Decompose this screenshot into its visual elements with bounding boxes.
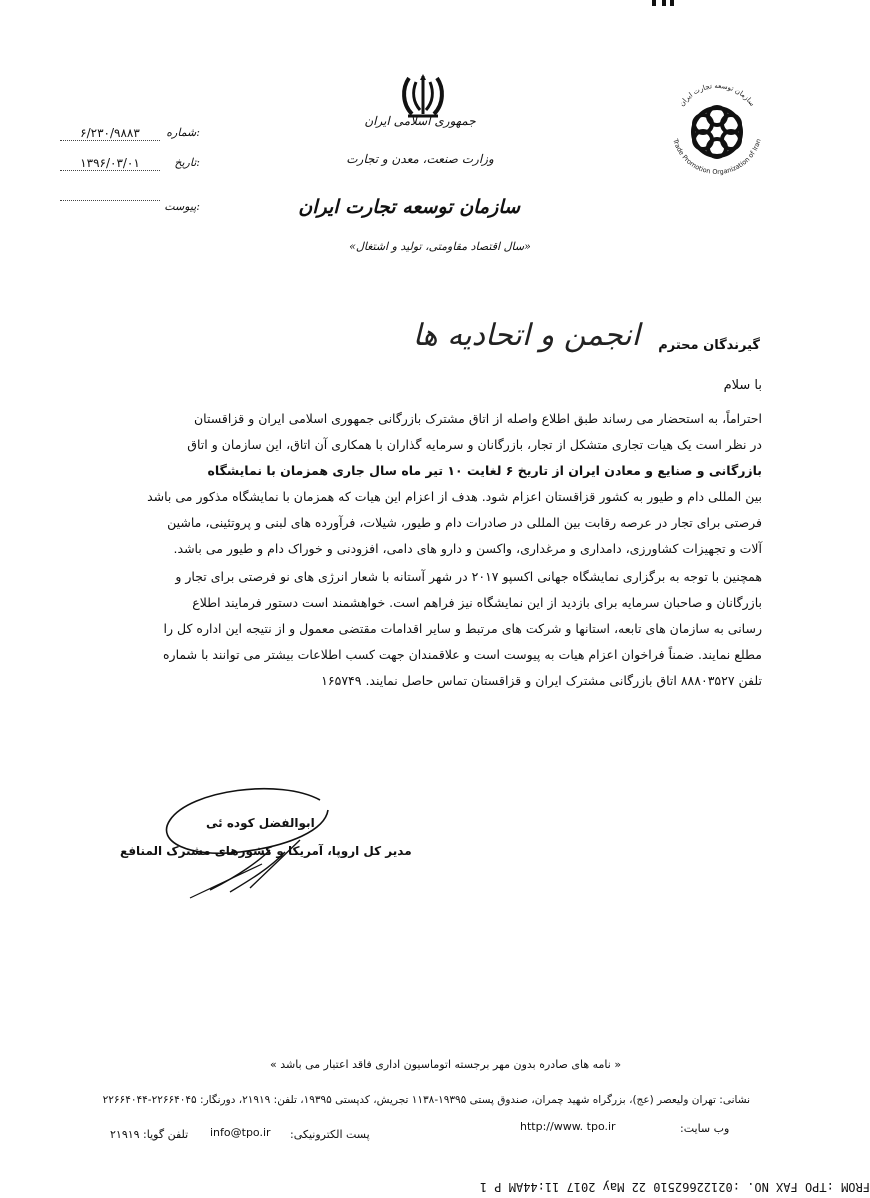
body-line: تلفن ۸۸۸۰۳۵۲۷ اتاق بازرگانی مشترک ایران و قزاقستان تماس حاصل نمایند. ۱۶۵۷۴۹ [321,673,762,688]
footer-address: نشانی: تهران ولیعصر (عج)، بزرگراه شهید چمران، صندوق پستی ۱۹۳۹۵-۱۱۳۸ تجریش، کدپستی ۱۹۳۹۵، تلفن: ۲۱۹۱۹، دورنگار: ۲۲۶۶۴۰۴۵-۲۲۶۶۴۰۴۴ [102,1094,750,1106]
footer-email-label: پست الکترونیکی: [290,1128,370,1141]
body-line: بازرگانان و صاحبان سرمایه برای بازدید از این نمایشگاه نیز فراهم است. خواهشمند است دستور فرمایند اطلاع [192,595,762,610]
organization-title: سازمان توسعه تجارت ایران [298,196,520,218]
recipient-label: گیرندگان محترم [658,338,760,353]
footer-website-label: وب سایت: [680,1122,730,1135]
body-line: بین المللی دام و طیور به کشور قزاقستان اعزام شود. هدف از اعزام این هیات که همزمان با نمایشگاه مذکور می باشد [147,489,762,504]
fax-header-mark [650,0,690,6]
body-line: بازرگانی و صنایع و معادن ایران از تاریخ ۶ لغایت ۱۰ تیر ماه سال جاری همزمان با نمایشگاه [207,463,762,478]
signer-title: مدیر کل اروپا، آمریکا و کشورهای مشترک المنافع [120,844,412,858]
signer-name: ابوالفضل کوده ئی [206,816,315,830]
recipient-block [380,318,760,370]
attachment-row [60,200,200,218]
letter-number-row [60,126,200,144]
letter-date-label: تاریخ: [174,156,200,169]
republic-title: جمهوری اسلامی ایران [364,114,476,128]
body-line: رسانی به سازمان های تابعه، استانها و شرکت های مرتبط و سایر اقدامات مقتضی معمول و از نتیجه این اداره کل را [163,621,762,636]
recipient-handwritten: انجمن و اتحادیه ها [412,318,640,353]
year-motto: «سال اقتصاد مقاومتی، تولید و اشتغال» [349,240,531,253]
tpo-logo-icon [658,70,776,188]
body-line: فرصتی برای تجار در عرصه رقابت بین المللی در صادرات دام و طیور، شیلات، فرآورده های لبنی و پروتئینی، ماشین [167,515,762,530]
fax-transmission-line: FROM :TPO FAX NO. :02122662510 22 May 2017 11:44AM P 1 [479,1180,870,1194]
greeting: با سلام [723,378,762,393]
footer-website-link[interactable]: http://www. tpo.ir [520,1120,616,1133]
letter-date-row [60,156,200,174]
body-line: آلات و تجهیزات کشاورزی، دامداری و مرغداری، واکسن و دارو های دامی، افزودنی و خوراک دام و طیور می باشد. [173,541,762,556]
body-line: احتراماً، به استحضار می رساند طبق اطلاع واصله از اتاق مشترک بازرگانی جمهوری اسلامی ایران و قزاقستان [194,411,762,426]
body-line: مطلع نمایند. ضمناً فراخوان اعزام هیات به پیوست است و علاقمندان جهت کسب اطلاعات بیشتر می توانند با شماره [163,647,762,662]
footer-note: « نامه های صادره بدون مهر برجسته اتوماسیون اداری فاقد اعتبار می باشد » [270,1058,622,1071]
svg-text:Trade Promotion Organization o: Trade Promotion Organization of Iran [671,137,763,177]
attachment-label: پیوست: [164,200,200,213]
letter-number-label: شماره: [166,126,200,139]
svg-text:سازمان توسعه تجارت ایران: سازمان توسعه تجارت ایران [677,81,757,108]
attachment-value [60,200,160,201]
letter-number-value: ۶/۲۳۰/۹۸۸۳ [60,126,160,141]
footer-phone: تلفن گویا: ۲۱۹۱۹ [110,1128,189,1141]
footer-email-link[interactable]: info@tpo.ir [210,1126,271,1139]
body-line: در نظر است یک هیات تجاری متشکل از تجار، بازرگانان و سرمایه گذاران با همکاری آن اتاق، این سازمان و اتاق [187,437,762,452]
body-line: همچنین با توجه به برگزاری نمایشگاه جهانی اکسپو ۲۰۱۷ در شهر آستانه با شعار انرژی های نو فرصتی برای تجار و [175,569,762,584]
handwritten-signature [150,780,350,900]
letter-date-value: ۱۳۹۶/۰۳/۰۱ [60,156,160,171]
ministry-title: وزارت صنعت، معدن و تجارت [346,152,494,166]
